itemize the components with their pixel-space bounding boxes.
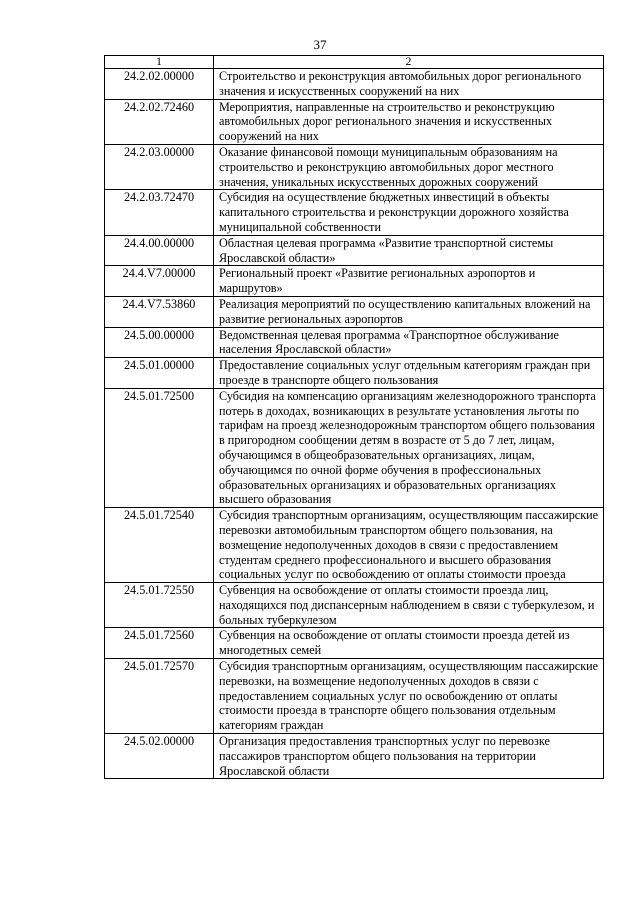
row-name: Субсидия на компенсацию организациям железнодорожного транспорта потерь в доходах, возникающих в результате установления льготы по тарифам на проезд железнодорожным транспортом общего пользования в пригородном сообщении детям в возрасте от 5 до 7 лет, лицам, обучающимся в общеобразовательных организациях, лицам, обучающимся по очной форме обучения в профессиональных образовательных организациях и образовательных организациях высшего образования (214, 388, 604, 507)
row-name: Областная целевая программа «Развитие транспортной системы Ярославской области» (214, 235, 604, 266)
table-row (105, 388, 604, 507)
row-code: 24.5.01.72550 (105, 583, 214, 628)
row-name: Ведомственная целевая программа «Транспортное обслуживание населения Ярославской области» (214, 327, 604, 358)
row-code: 24.5.00.00000 (105, 327, 214, 358)
row-name: Субсидия транспортным организациям, осуществляющим пассажирские перевозки автомобильным транспортом общего пользования, на возмещение недополученных доходов в связи с предоставлением студентам среднего профессионального и высшего образования социальных услуг по освобождению от оплаты стоимости проезда (214, 508, 604, 583)
row-name: Предоставление социальных услуг отдельным категориям граждан при проезде в транспорте общего пользования (214, 358, 604, 389)
row-name: Реализация мероприятий по осуществлению капитальных вложений на развитие региональных аэропортов (214, 296, 604, 327)
table-header-row (105, 56, 604, 69)
row-code: 24.4.V7.00000 (105, 266, 214, 297)
row-name: Региональный проект «Развитие региональных аэропортов и маршрутов» (214, 266, 604, 297)
row-code: 24.5.02.00000 (105, 734, 214, 779)
table-row (105, 266, 604, 297)
table-row (105, 144, 604, 189)
table-row (105, 659, 604, 734)
row-code: 24.5.01.72560 (105, 628, 214, 659)
row-code: 24.4.00.00000 (105, 235, 214, 266)
row-name: Строительство и реконструкция автомобильных дорог регионального значения и искусственных сооружений на них (214, 69, 604, 100)
column-header-name: 2 (214, 56, 604, 69)
row-code: 24.2.03.72470 (105, 190, 214, 235)
row-name: Мероприятия, направленные на строительство и реконструкцию автомобильных дорог регионального значения и искусственных сооружений на них (214, 99, 604, 144)
table-row (105, 358, 604, 389)
row-name: Субсидия транспортным организациям, осуществляющим пассажирские перевозки, на возмещение недополученных доходов в связи с предоставлением социальных услуг по освобождению от оплаты стоимости проезда в транспорте общего пользования отдельным категориям граждан (214, 659, 604, 734)
row-name: Организация предоставления транспортных услуг по перевозке пассажиров транспортом общего пользования на территории Ярославской области (214, 734, 604, 779)
page-number: 37 (313, 37, 327, 52)
table-row (105, 583, 604, 628)
row-code: 24.5.01.72540 (105, 508, 214, 583)
row-name: Оказание финансовой помощи муниципальным образованиям на строительство и реконструкцию автомобильных дорог местного значения, уникальных искусственных дорожных сооружений (214, 144, 604, 189)
row-name: Субсидия на осуществление бюджетных инвестиций в объекты капитального строительства и реконструкции дорожного хозяйства муниципальной собственности (214, 190, 604, 235)
budget-classification-table (104, 55, 604, 779)
row-name: Субвенция на освобождение от оплаты стоимости проезда лиц, находящихся под диспансерным наблюдением в связи с туберкулезом, и больных туберкулезом (214, 583, 604, 628)
column-header-code: 1 (105, 56, 214, 69)
row-code: 24.5.01.00000 (105, 358, 214, 389)
row-code: 24.4.V7.53860 (105, 296, 214, 327)
row-code: 24.2.02.72460 (105, 99, 214, 144)
table-row (105, 235, 604, 266)
row-code: 24.2.03.00000 (105, 144, 214, 189)
row-code: 24.5.01.72570 (105, 659, 214, 734)
table-row (105, 69, 604, 100)
row-code: 24.2.02.00000 (105, 69, 214, 100)
table-row (105, 734, 604, 779)
table-row (105, 99, 604, 144)
table-row (105, 190, 604, 235)
row-code: 24.5.01.72500 (105, 388, 214, 507)
row-name: Субвенция на освобождение от оплаты стоимости проезда детей из многодетных семей (214, 628, 604, 659)
table-row (105, 628, 604, 659)
table-row (105, 508, 604, 583)
table-row (105, 296, 604, 327)
table-row (105, 327, 604, 358)
